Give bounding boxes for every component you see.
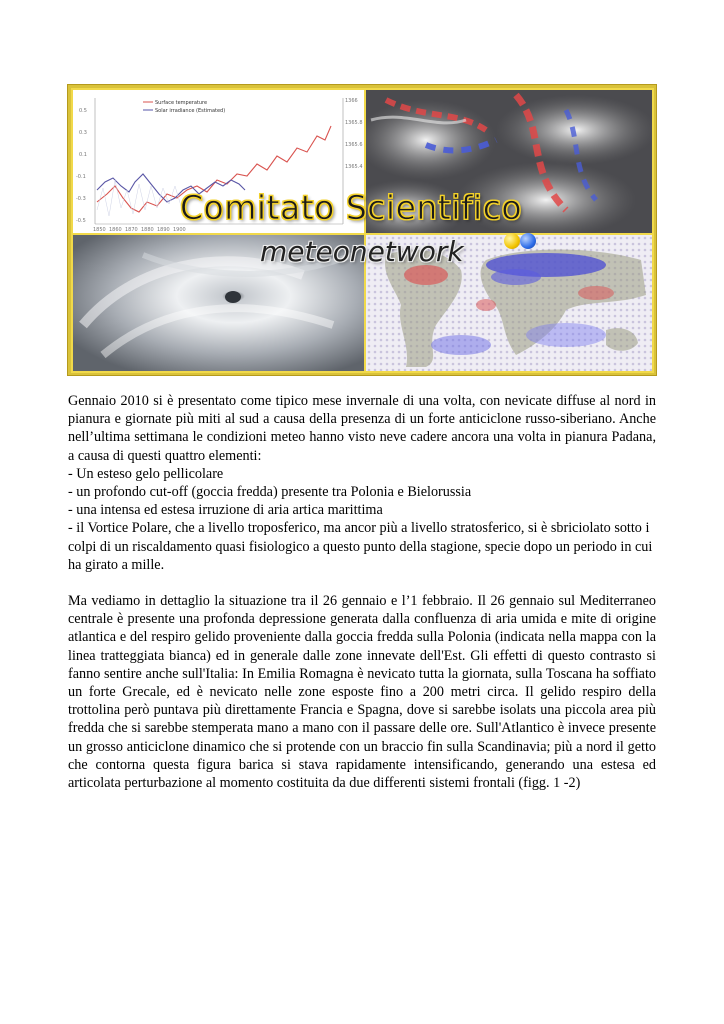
y-tick-right: 1365.8 (345, 120, 363, 126)
list-item: - il Vortice Polare, che a livello troposferico, ma ancor più a livello stratosferico, si è sbriciolato sotto i colpi di un riscaldamento quasi fisiologico a questo punto della stagione, specie dopo un periodo in cui ha girato a mille. (68, 520, 653, 573)
x-tick: 1870 (125, 227, 138, 233)
y-tick-left: 0.1 (79, 152, 87, 158)
y-tick-right: 1366 (345, 98, 358, 104)
y-tick-left: 0.3 (79, 130, 87, 136)
factor-list (68, 465, 656, 574)
y-tick-left: -0.1 (76, 174, 86, 180)
legend-surface-temperature: Surface temperature (155, 100, 208, 106)
blue-dot-icon (520, 233, 536, 249)
y-tick-right: 1365.4 (345, 164, 363, 170)
y-tick-left: 0.5 (79, 108, 87, 114)
x-tick: 1900 (173, 227, 186, 233)
paragraph-detail: Ma vediamo in dettaglio la situazione tra il 26 gennaio e l’1 febbraio. Il 26 gennaio sul Mediterraneo centrale è presente una profonda depressione generata dalla confluenza di aria umida e mite di origine atlantica e del respiro gelido proveniente dalla goccia fredda sulla Polonia (indicata nella mappa con la linea tratteggiata bianca) ed in generale dalle zone innevate dell'Est. Gli effetti di questo contrasto si fanno sentire anche sull'Italia: In Emilia Romagna è nevicato tutta la giornata, sulla Toscana ha soffiato un forte Grecale, ed è nevicato nelle zone esposte fino a 200 metri circa. Il gelido respiro della trottolina però puntava più direttamente Francia e Spagna, dove si sarebbe isolats una piccola area più fredda che si sarebbe stemperata mano a mano con il passare delle ore. Sull'Atlantico è invece presente un grosso anticiclone dinamico che si protende con un braccio fin sulla Scandinavia; più a nord il getto che contorna questa figura barica si stava rapidamente intensificando, generando una estesa ed articolata perturbazione al momento costituita da due differenti sistemi frontali (figg. 1 -2) (68, 593, 656, 792)
x-tick: 1850 (93, 227, 106, 233)
banner-image (67, 84, 657, 376)
list-item: - Un esteso gelo pellicolare (68, 465, 224, 482)
y-tick-left: -0.3 (76, 196, 86, 202)
x-tick: 1880 (141, 227, 154, 233)
y-tick-right: 1365.6 (345, 142, 363, 148)
logo-dots-icon (504, 231, 538, 251)
legend-solar-irradiance: Solar irradiance (Estimated) (155, 108, 226, 114)
banner-subtitle: meteonetwork (260, 235, 464, 268)
article-body (68, 392, 656, 810)
yellow-dot-icon (504, 233, 520, 249)
y-tick-left: -0.5 (76, 218, 86, 224)
list-item: - una intensa ed estesa irruzione di aria artica marittima (68, 502, 383, 519)
banner-title: Comitato Scientifico (180, 188, 523, 227)
paragraph-intro: Gennaio 2010 si è presentato come tipico mese invernale di una volta, con nevicate diffuse al nord in pianura e giornate più miti al sud a causa della presenza di un forte anticiclone russo-siberiano. Anche nell’ultima settimana le condizioni meteo hanno visto neve cadere ancora una volta in pianura Padana, a causa di questi quattro elementi: (68, 393, 656, 464)
x-tick: 1890 (157, 227, 170, 233)
x-tick: 1860 (109, 227, 122, 233)
list-item: - un profondo cut-off (goccia fredda) presente tra Polonia e Bielorussia (68, 484, 472, 501)
